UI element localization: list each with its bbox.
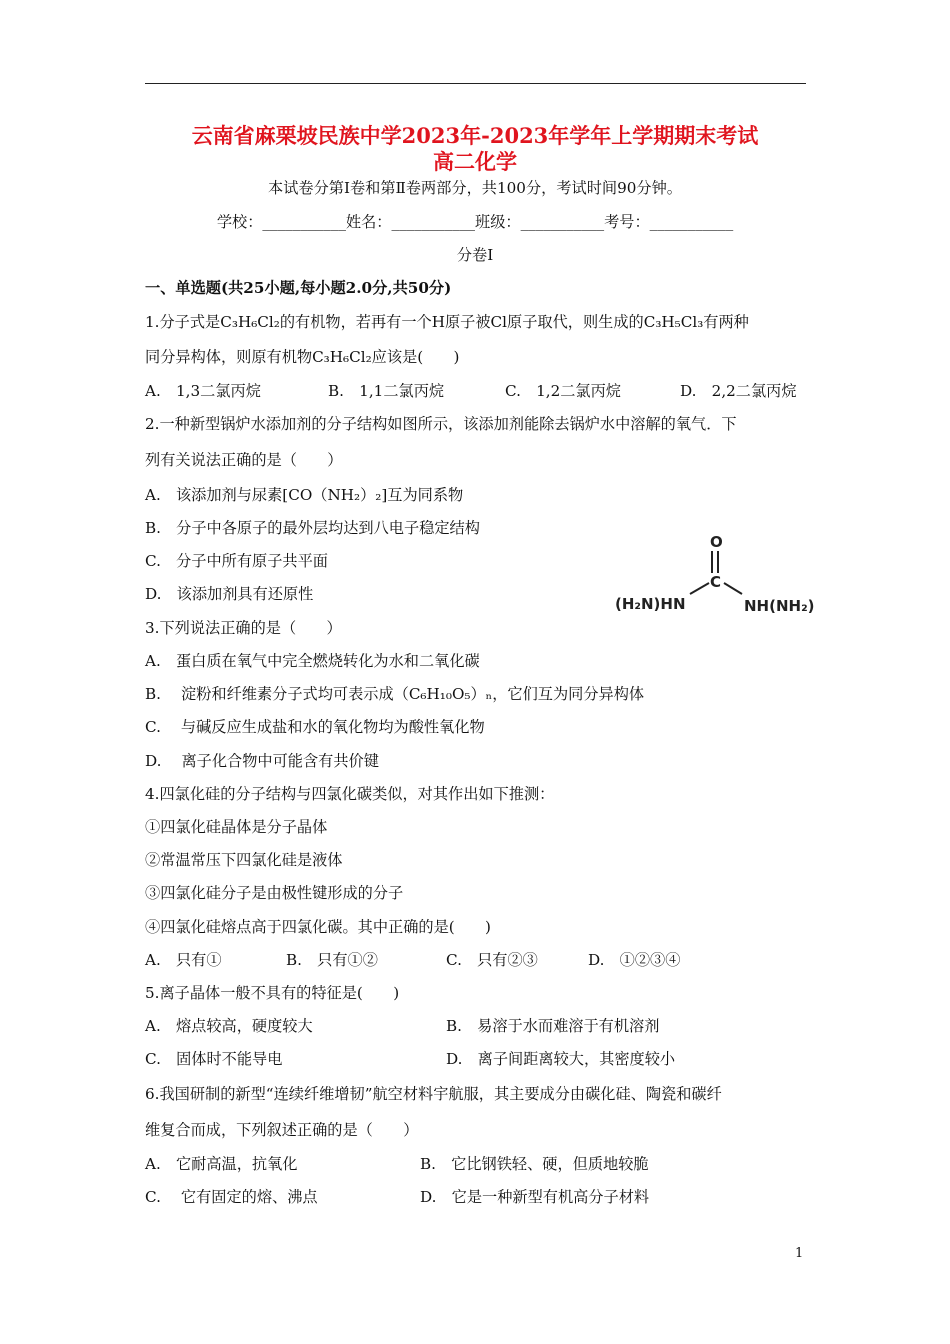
q3-option-d: D. 离子化合物中可能含有共价键 bbox=[145, 752, 379, 770]
q4-option-d: D. ①②③④ bbox=[588, 951, 681, 969]
q6-option-c: C. 它有固定的熔、沸点 bbox=[145, 1188, 318, 1206]
q2-stem-line2: 列有关说法正确的是（ ） bbox=[145, 451, 343, 469]
q2-option-c: C. 分子中所有原子共平面 bbox=[145, 552, 328, 570]
q1-stem-line1: 1.分子式是C₃H₆Cl₂的有机物，若再有一个H原子被Cl原子取代，则生成的C₃H₅Cl₃有两种 bbox=[145, 313, 749, 331]
q1-option-d: D. 2,2二氯丙烷 bbox=[680, 382, 797, 400]
right-group-label: NH(NH₂) bbox=[744, 597, 815, 615]
q1-option-a: A. 1,3二氯丙烷 bbox=[145, 382, 261, 400]
left-group-label: (H₂N)HN bbox=[615, 595, 686, 613]
q6-option-d: D. 它是一种新型有机高分子材料 bbox=[420, 1188, 650, 1206]
q4-option-c: C. 只有②③ bbox=[446, 951, 538, 969]
q3-stem: 3.下列说法正确的是（ ） bbox=[145, 619, 342, 637]
q4-item-1: ①四氯化硅晶体是分子晶体 bbox=[145, 818, 328, 836]
q4-item-4: ④四氯化硅熔点高于四氯化碳。其中正确的是( ) bbox=[145, 918, 491, 936]
volume-label: 分卷I bbox=[456, 246, 494, 264]
q6-option-b: B. 它比钢铁轻、硬，但质地较脆 bbox=[420, 1155, 649, 1173]
q1-stem-line2: 同分异构体，则原有机物C₃H₆Cl₂应该是( ) bbox=[145, 348, 460, 366]
q3-option-a: A. 蛋白质在氧气中完全燃烧转化为水和二氧化碳 bbox=[145, 652, 480, 670]
q5-option-d: D. 离子间距离较大，其密度较小 bbox=[446, 1050, 676, 1068]
header-rule bbox=[145, 83, 806, 84]
exam-subject: 高二化学 bbox=[433, 149, 517, 174]
q5-option-a: A. 熔点较高，硬度较大 bbox=[145, 1017, 313, 1035]
q2-option-a: A. 该添加剂与尿素[CO（NH₂）₂]互为同系物 bbox=[145, 486, 464, 504]
page-number: 1 bbox=[795, 1246, 804, 1261]
q5-stem: 5.离子晶体一般不具有的特征是( ) bbox=[145, 984, 400, 1002]
q4-item-2: ②常温常压下四氯化硅是液体 bbox=[145, 851, 343, 869]
student-info-fields: 学校：___________姓名：___________班级：___________考号：___________ bbox=[216, 213, 734, 231]
molecule-structure-figure bbox=[612, 527, 818, 619]
carbon-atom-label: C bbox=[710, 573, 722, 591]
q3-option-c: C. 与碱反应生成盐和水的氧化物均为酸性氧化物 bbox=[145, 718, 485, 736]
q2-stem-line1: 2.一种新型锅炉水添加剂的分子结构如图所示，该添加剂能除去锅炉水中溶解的氧气．下 bbox=[145, 415, 737, 433]
q2-option-d: D. 该添加剂具有还原性 bbox=[145, 585, 314, 603]
q4-stem: 4.四氯化硅的分子结构与四氯化碳类似，对其作出如下推测： bbox=[145, 785, 555, 803]
q1-option-c: C. 1,2二氯丙烷 bbox=[505, 382, 621, 400]
q4-option-a: A. 只有① bbox=[145, 951, 222, 969]
q5-option-c: C. 固体时不能导电 bbox=[145, 1050, 283, 1068]
section-heading: 一、单选题(共25小题,每小题2.0分,共50分) bbox=[145, 279, 452, 297]
exam-title: 云南省麻栗坡民族中学2023年-2023年学年上学期期末考试 bbox=[191, 123, 759, 148]
q4-item-3: ③四氯化硅分子是由极性键形成的分子 bbox=[145, 884, 404, 902]
exam-intro: 本试卷分第Ⅰ卷和第Ⅱ卷两部分，共100分，考试时间90分钟。 bbox=[268, 179, 682, 197]
oxygen-atom-label: O bbox=[710, 533, 723, 551]
q6-stem-line2: 维复合而成，下列叙述正确的是（ ） bbox=[145, 1121, 419, 1139]
q4-option-b: B. 只有①② bbox=[286, 951, 378, 969]
q5-option-b: B. 易溶于水而难溶于有机溶剂 bbox=[446, 1017, 660, 1035]
bond-left bbox=[690, 583, 709, 594]
q1-option-b: B. 1,1二氯丙烷 bbox=[328, 382, 445, 400]
q3-option-b: B. 淀粉和纤维素分子式均可表示成（C₆H₁₀O₅）ₙ，它们互为同分异构体 bbox=[145, 685, 645, 703]
q6-stem-line1: 6.我国研制的新型“连续纤维增韧”航空材料宇航服，其主要成分由碳化硅、陶瓷和碳纤 bbox=[145, 1085, 722, 1103]
q2-option-b: B. 分子中各原子的最外层均达到八电子稳定结构 bbox=[145, 519, 480, 537]
q6-option-a: A. 它耐高温，抗氧化 bbox=[145, 1155, 298, 1173]
bond-right bbox=[724, 583, 742, 594]
